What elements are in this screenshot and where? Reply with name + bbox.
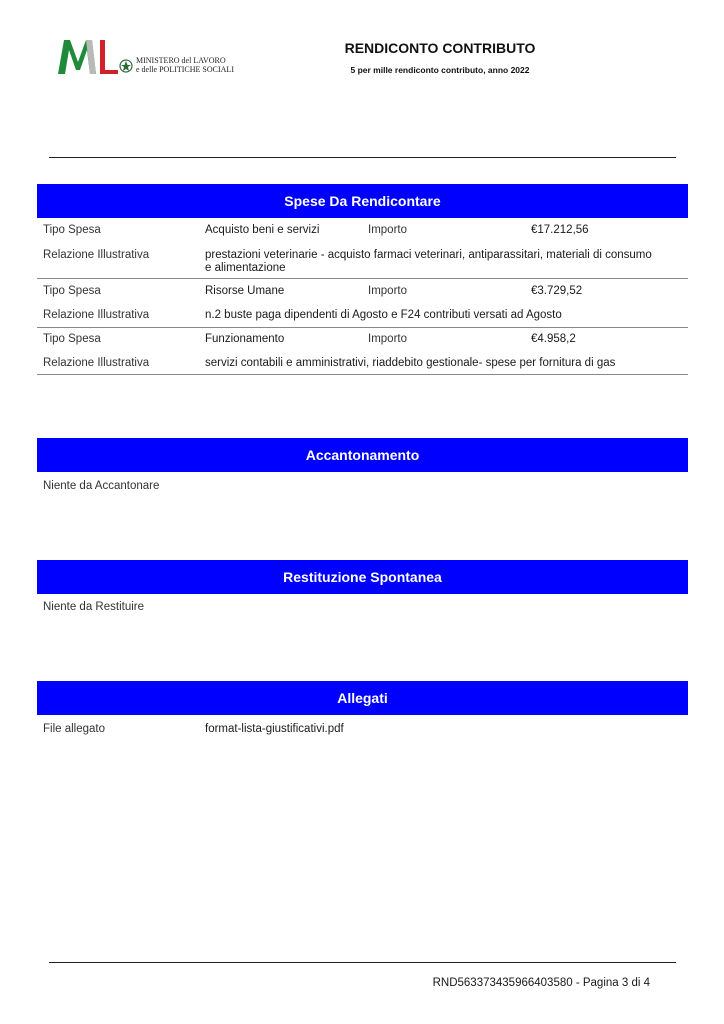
ministry-logo [56, 36, 236, 78]
section-header-restituzione: Restituzione Spontanea [37, 560, 688, 594]
row-separator [37, 374, 688, 375]
importo-label: Importo [368, 285, 407, 297]
relazione-label: Relazione Illustrativa [43, 357, 150, 369]
relazione-line: prestazioni veterinarie - acquisto farmaci veterinari, antiparassitari, materiali di consumo [205, 249, 652, 261]
restituzione-text: Niente da Restituire [43, 601, 144, 613]
document-title: RENDICONTO CONTRIBUTO [344, 40, 536, 56]
relazione-value: servizi contabili e amministrativi, riaddebito gestionale- spese per fornitura di gas [205, 357, 616, 369]
relazione-label: Relazione Illustrativa [43, 309, 150, 321]
page-footer: RND563373435966403580 - Pagina 3 di 4 [432, 977, 650, 989]
row-separator [37, 327, 688, 328]
relazione-line: e alimentazione [205, 262, 286, 274]
importo-value: €4.958,2 [531, 333, 576, 345]
section-header-accantonamento: Accantonamento [37, 438, 688, 472]
relazione-label: Relazione Illustrativa [43, 249, 150, 261]
ministry-name [136, 56, 234, 74]
ministry-name-line1: MINISTERO del LAVORO [136, 56, 226, 65]
section-header-spese: Spese Da Rendicontare [37, 184, 688, 218]
relazione-value: n.2 buste paga dipendenti di Agosto e F24 contributi versati ad Agosto [205, 309, 562, 321]
document-subtitle: 5 per mille rendiconto contributo, anno 2022 [350, 65, 530, 75]
accantonamento-text: Niente da Accantonare [43, 480, 160, 492]
ministry-name-line2: e delle POLITICHE SOCIALI [136, 65, 234, 74]
tipo-spesa-label: Tipo Spesa [43, 333, 101, 345]
tipo-spesa-label: Tipo Spesa [43, 224, 101, 236]
file-allegato-link[interactable]: format-lista-giustificativi.pdf [205, 723, 344, 735]
section-header-allegati: Allegati [37, 681, 688, 715]
importo-value: €17.212,56 [531, 224, 589, 236]
file-allegato-label: File allegato [43, 723, 106, 735]
footer-divider [49, 962, 676, 963]
ministry-logo-mark [56, 36, 136, 76]
tipo-spesa-label: Tipo Spesa [43, 285, 101, 297]
tipo-spesa-value: Acquisto beni e servizi [205, 224, 320, 236]
header-divider [49, 157, 676, 158]
row-separator [37, 278, 688, 279]
tipo-spesa-value: Risorse Umane [205, 285, 285, 297]
importo-label: Importo [368, 224, 407, 236]
importo-value: €3.729,52 [531, 285, 583, 297]
tipo-spesa-value: Funzionamento [205, 333, 285, 345]
importo-label: Importo [368, 333, 407, 345]
relazione-value [205, 249, 685, 275]
